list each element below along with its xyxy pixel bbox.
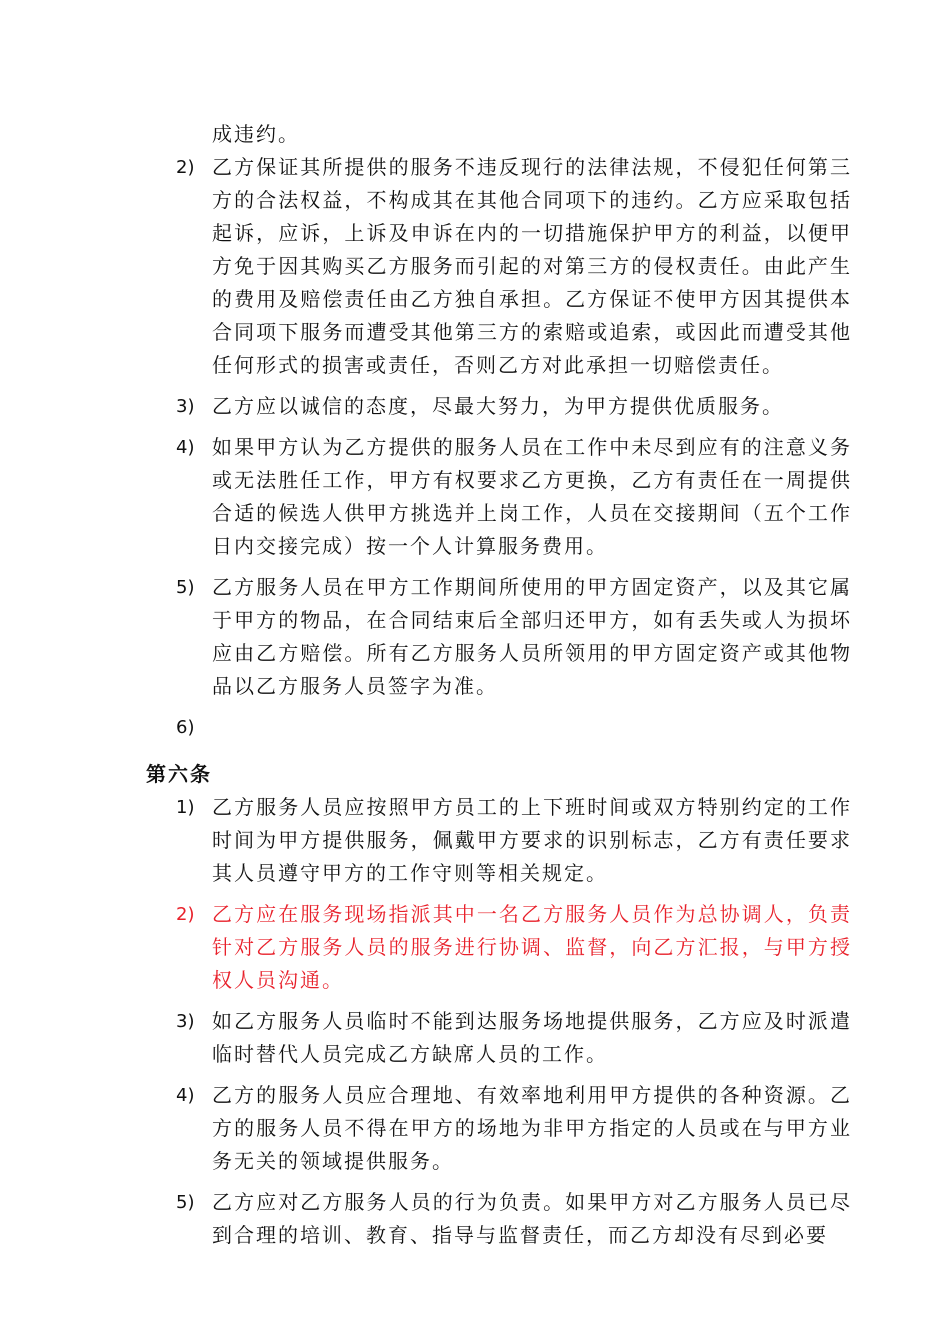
item-number: 3) — [176, 1011, 195, 1032]
item-number: 4) — [176, 1085, 195, 1106]
list-item-highlighted — [176, 898, 852, 997]
item-number: 6) — [176, 717, 195, 738]
item-number: 5) — [176, 1192, 195, 1213]
item-text: 乙方的服务人员应合理地、有效率地利用甲方提供的各种资源。乙方的服务人员不得在甲方的场地为非甲方指定的人员或在与甲方业务无关的领域提供服务。 — [212, 1083, 852, 1173]
item-number: 2) — [176, 157, 195, 178]
continuation-text: 成违约。 — [212, 122, 300, 146]
section-5-list — [176, 151, 852, 744]
item-text: 乙方服务人员应按照甲方员工的上下班时间或双方特别约定的工作时间为甲方提供服务，佩戴甲方要求的识别标志，乙方有责任要求其人员遵守甲方的工作守则等相关规定。 — [212, 795, 852, 885]
list-item — [176, 390, 852, 423]
item-text: 如乙方服务人员临时不能到达服务场地提供服务，乙方应及时派遣临时替代人员完成乙方缺席人员的工作。 — [212, 1009, 852, 1066]
section-6-heading: 第六条 — [146, 762, 212, 786]
item-text: 乙方保证其所提供的服务不违反现行的法律法规，不侵犯任何第三方的合法权益，不构成其在其他合同项下的违约。乙方应采取包括起诉，应诉，上诉及申诉在内的一切措施保护甲方的利益，以便甲方免于因其购买乙方服务而引起的对第三方的侵权责任。由此产生的费用及赔偿责任由乙方独自承担。乙方保证不使甲方因其提供本合同项下服务而遭受其他第三方的索赔或追索，或因此而遭受其他任何形式的损害或责任，否则乙方对此承担一切赔偿责任。 — [212, 155, 852, 377]
item-text: 乙方应对乙方服务人员的行为负责。如果甲方对乙方服务人员已尽到合理的培训、教育、指导与监督责任，而乙方却没有尽到必要 — [212, 1190, 852, 1247]
list-item — [176, 1079, 852, 1178]
item-number: 3) — [176, 396, 195, 417]
list-item — [176, 791, 852, 890]
item-number: 5) — [176, 577, 195, 598]
item-number: 4) — [176, 437, 195, 458]
item-number: 1) — [176, 797, 195, 818]
list-item — [176, 151, 852, 382]
list-item — [176, 1186, 852, 1252]
list-item — [176, 571, 852, 703]
item-text: 如果甲方认为乙方提供的服务人员在工作中未尽到应有的注意义务或无法胜任工作，甲方有权要求乙方更换，乙方有责任在一周提供合适的候选人供甲方挑选并上岗工作，人员在交接期间（五个工作日内交接完成）按一个人计算服务费用。 — [212, 435, 852, 558]
list-item — [176, 431, 852, 563]
list-item — [176, 1005, 852, 1071]
item-text: 乙方应在服务现场指派其中一名乙方服务人员作为总协调人，负责针对乙方服务人员的服务进行协调、监督，向乙方汇报，与甲方授权人员沟通。 — [212, 902, 852, 992]
item-text: 乙方应以诚信的态度，尽最大努力，为甲方提供优质服务。 — [212, 394, 784, 418]
item-number: 2) — [176, 904, 195, 925]
item-text: 乙方服务人员在甲方工作期间所使用的甲方固定资产，以及其它属于甲方的物品，在合同结束后全部归还甲方，如有丢失或人为损坏应由乙方赔偿。所有乙方服务人员所领用的甲方固定资产或其他物品以乙方服务人员签字为准。 — [212, 575, 852, 698]
section-6-list — [176, 791, 852, 1252]
list-item — [176, 711, 852, 744]
